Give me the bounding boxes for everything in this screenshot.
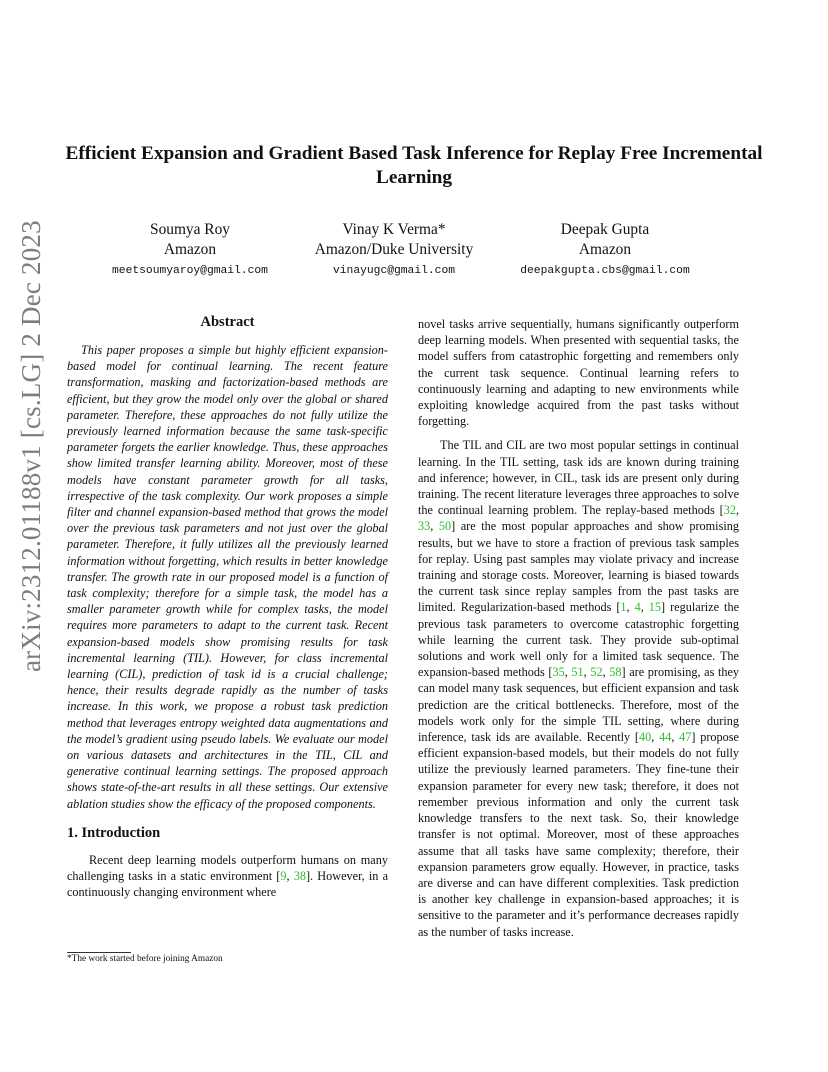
left-column [67,312,388,901]
citation-link[interactable]: 4 [634,600,641,615]
intro-paragraph-1-continued: novel tasks arrive sequentially, humans significantly outperform deep learning models. When presented with sequential tasks, the model suffers from catastrophic forgetting and remembers only the current task sequence. Continual learning refers to continuously learning and adapting to new environments while exploiting knowledge acquired from the past tasks without forgetting. [418,317,739,429]
intro-paragraph-1-start: Recent deep learning models outperform humans on many challenging tasks in a static environment [9, 38]. However, in a continuously changing environment where [67,852,388,900]
citation-link[interactable]: 9 [280,869,287,884]
intro-paragraph-2: The TIL and CIL are two most popular settings in continual learning. In the TIL setting, task ids are known during training and inference; however, in CIL, task ids are present only during training. The recent literature leverages three approaches to solve the continual learning problem. The replay-based methods [32, 33, 50] are the most popular approaches and show promising results, but we have to store a fraction of previous task samples for replay. Using past samples may violate privacy and increase training and storage costs. Moreover, learning is biased towards the current task since replay samples from the past tasks are limited. Regularization-based methods [1, 4, 15] regularize the previous task parameters to overcome catastrophic forgetting while learning the current task. They provide sub-optimal solutions and work well only for a limited task sequence. The expansion-based methods [35, 51, 52, 58] are promising, as they can model many task sequences, but efficient expansion and task prediction are the critical bottlenecks. Therefore, most of the models work only for the simple TIL setting, where during inference, task ids are available. Recently [40, 44, 47] propose efficient expansion-based models, but their models do not fully utilize the previously learned parameters. They fine-tune their expansion parameter for every new task; therefore, it does not remember previous information and only the current task knowledge transfers to the next task. So, their knowledge transfer is not optimal. Moreover, most of these approaches assume that all tasks have same complexity; therefore, their expansion parameters grow equally. However, in practice, tasks are diverse and can have different complexities. Task prediction is another key challenge in expansion-based approaches; it is sensitive to the parameter and it’s performance decreases rapidly as the number of tasks increase. [418,438,740,939]
footnote: *The work started before joining Amazon [67,954,223,964]
citation-link[interactable]: 50 [438,519,452,534]
arxiv-identifier: arXiv:2312.01188v1 [cs.LG] 2 Dec 2023 [16,220,46,672]
author-affiliation: Amazon/Duke University [314,241,474,258]
abstract-text: This paper proposes a simple but highly efficient expansion-based model for continual learning. The recent feature transformation, masking and factorization-based methods are efficient, but they grow the model only over the global or shared parameter. Therefore, these approaches do not fully utilize the previously learned information because the same task-specific parameter forgets the earlier knowledge. Thus, these approaches show limited transfer learning ability. Moreover, most of these models have constant parameter growth for all tasks, irrespective of the task complexity. Our work proposes a simple filter and channel expansion-based method that grows the model over the previous task parameters and not just over the global parameter. Therefore, it fully utilizes all the previously learned information without forgetting, which results in better knowledge transfer. The growth rate in our proposed model is a function of task complexity; therefore for a simple task, the model has a smaller parameter growth while for complex tasks, the model requires more parameters to adapt to the current task. Recent expansion-based models show promising results for task incremental learning (TIL). However, for class incremental learning (CIL), prediction of task id is a crucial challenge; hence, their results degrade rapidly as the number of tasks increase. In this work, we propose a robust task prediction method that leverages entropy weighted data augmentations and the model’s gradient using pseudo labels. We evaluate our model on various datasets and architectures in the TIL, CIL and generative continual learning settings. The proposed approach shows state-of-the-art results in all these settings. Our extensive ablation studies show the efficacy of the proposed components. [67,343,388,811]
introduction-heading: 1. Introduction [67,824,161,841]
author-block-3 [498,220,712,280]
author-email: vinayugc@gmail.com [332,265,456,277]
citation-link[interactable]: 40 [639,730,652,745]
citation-link[interactable]: 1 [620,600,627,615]
citation-link[interactable]: 52 [590,665,603,680]
citation-link[interactable]: 51 [571,665,584,680]
citation-link[interactable]: 33 [418,519,431,534]
author-name: Vinay K Verma* [342,221,446,238]
author-block-2 [298,220,490,280]
author-affiliation: Amazon [578,241,632,258]
author-name: Soumya Roy [150,221,230,238]
citation-link[interactable]: 47 [679,730,692,745]
author-email: meetsoumyaroy@gmail.com [112,265,268,277]
right-column [418,316,739,940]
abstract-heading: Abstract [200,314,255,330]
citation-link[interactable]: 38 [293,869,306,884]
citation-link[interactable]: 15 [648,600,662,615]
citation-link[interactable]: 58 [609,665,622,680]
author-block-1 [90,220,290,280]
paper-title: Efficient Expansion and Gradient Based Task Inference for Replay Free Incremental Learning [65,143,763,188]
author-email: deepakgupta.cbs@gmail.com [520,265,690,277]
citation-link[interactable]: 44 [659,730,672,745]
citation-link[interactable]: 35 [552,665,565,680]
author-name: Deepak Gupta [560,221,650,238]
author-affiliation: Amazon [163,241,217,258]
citation-link[interactable]: 32 [723,503,736,518]
